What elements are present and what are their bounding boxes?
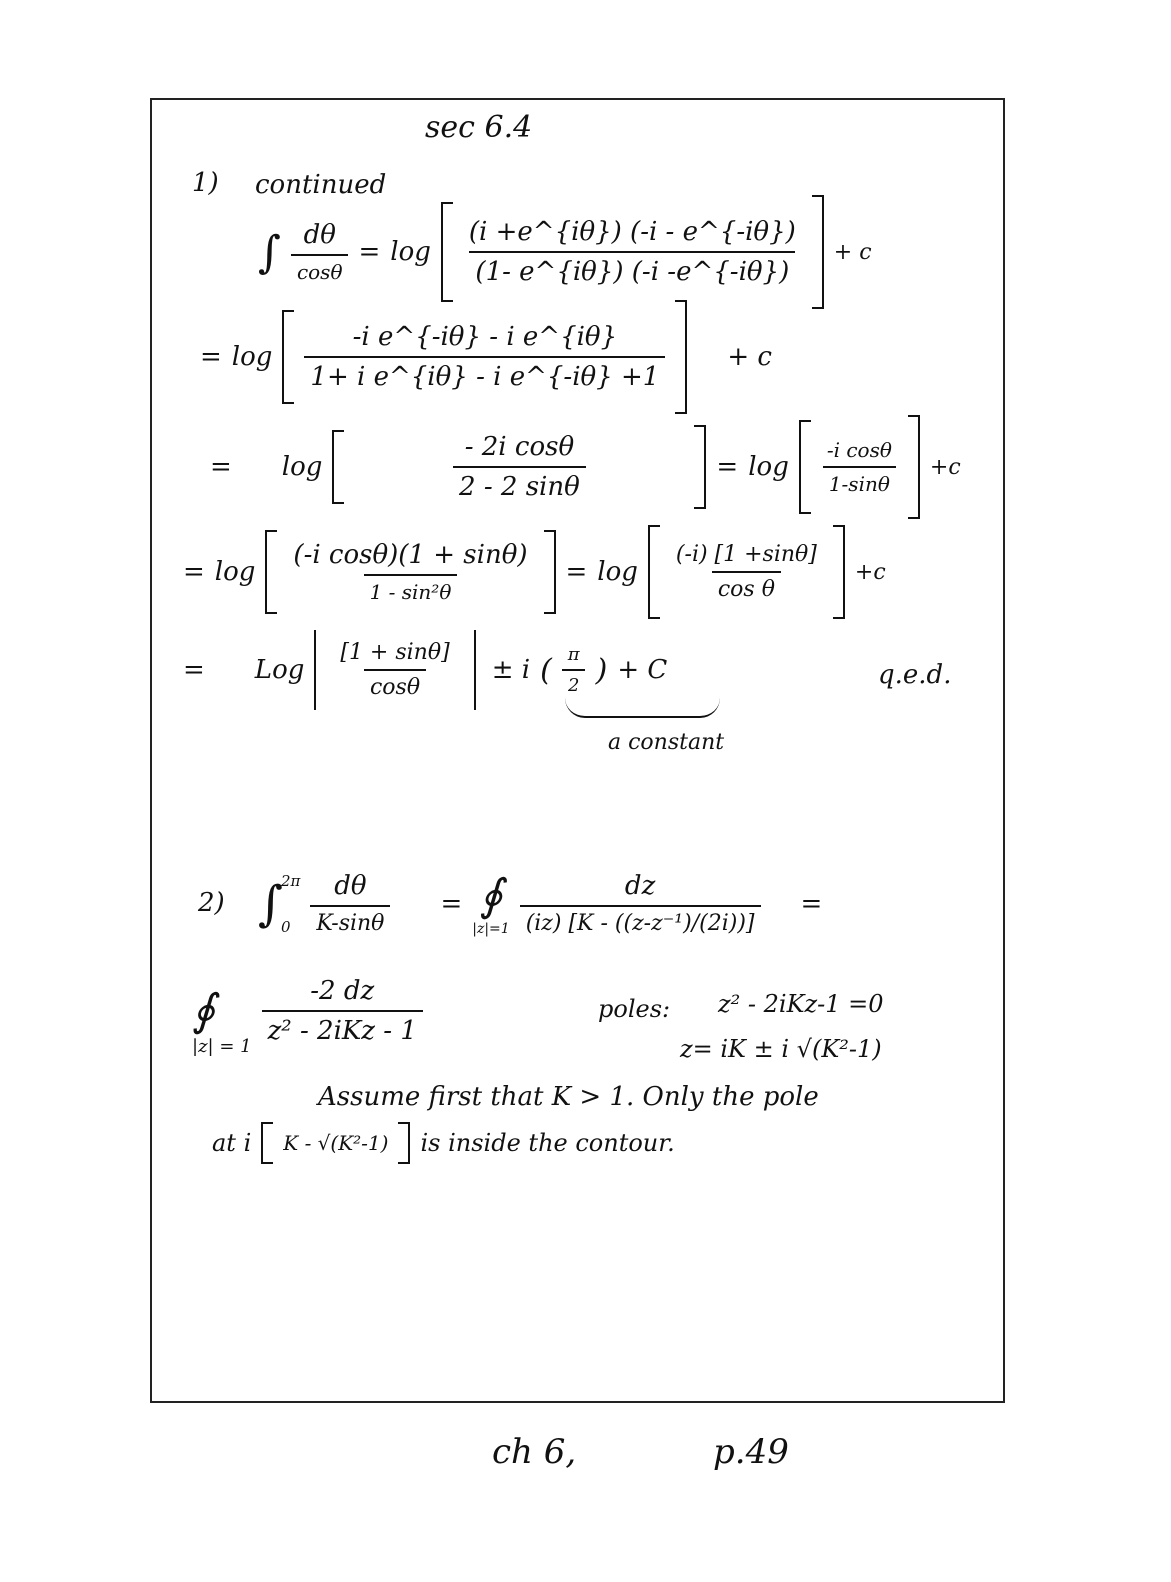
- p1-line1-rhs: $\frac{(i +e\^{}\{i\theta\}) (-i - e\^{}\{-i\theta\})}{(1- e\^{}\{i\theta\}) (-i -e\^{}\{-i\theta\})}$: [468, 217, 796, 287]
- p1-line5: = Log $\frac{[1 + \sin\theta]}{\cos\theta}$ ± i ( $\frac{\pi}{2}$ ) + C: [183, 630, 667, 710]
- left-bracket: [332, 430, 344, 504]
- p2-line2-frac: $\frac{-2 dz}{\text{z² - 2iKz - 1}}$: [262, 976, 423, 1046]
- footer-chapter: ch 6,: [492, 1432, 577, 1472]
- left-bracket: [648, 525, 660, 619]
- right-bracket: [908, 415, 920, 519]
- assume-text: Assume first that K > 1. Only the pole: [318, 1082, 819, 1112]
- left-bracket: [282, 310, 294, 404]
- right-bracket: [812, 195, 824, 309]
- right-bracket: [694, 425, 706, 509]
- section-title: sec 6.4: [425, 110, 533, 145]
- p2-line1: ∫ 2π 0 $\frac{d\theta}{K-\sin\theta}$ = ∮ |z|=1 $\frac{dz}{\text{(iz) [K - ((z-z⁻¹)/(2i))]}}$ =: [258, 870, 823, 937]
- p1-line2: = log $\frac{\text{-i e\textasciicircum{}\{-iθ\} - i e\textasciicircum{}\{iθ\}}}{\text{1+ i e\textasciicircum{}\{iθ\} - i e\textasciicircum{}\{-iθ\} +1}}$ + c: [200, 300, 772, 414]
- definite-integral: ∫ 2π 0: [258, 871, 301, 936]
- absolute-value: $\frac{[1 + \sin\theta]}{\cos\theta}$: [314, 630, 475, 710]
- inside-line: at i K - √(K²-1) is inside the contour.: [212, 1122, 675, 1164]
- p1-line1: ∫ $\frac{d\theta}{\cos\theta}$ = log $\frac{(i +e\^{}\{i\theta\}) (-i - e\^{}\{-i\theta\})}{(1- e\^{}\{i\theta\}) (-i -e\^{}\{-i\theta\})}$ + c: [258, 195, 872, 309]
- p1-line4: = log $\frac{\text{(-i cosθ)(1 + sinθ)}}{\text{1 - sin²θ}}$ = log $\frac{(-i) [1 +\sin\theta]}{\text{cos θ}}$ +c: [183, 525, 886, 619]
- roots-equation: z= iK ± i √(K²-1): [680, 1035, 882, 1063]
- right-bracket: [675, 300, 687, 414]
- p2-line1-lhs: $\frac{d\theta}{K-\sin\theta}$: [310, 871, 390, 936]
- right-bracket: [833, 525, 845, 619]
- p2-line1-rhs: $\frac{dz}{\text{(iz) [K - ((z-z⁻¹)/(2i))]}}$: [520, 871, 761, 936]
- p1-line3-frac2: $\frac{\text{-i cosθ}}{1-\sin\theta}$: [821, 438, 898, 496]
- poles-equation: z² - 2iKz-1 =0: [718, 990, 884, 1018]
- problem1-label: continued: [255, 170, 387, 200]
- p1-line3-frac: $\frac{\text{- 2i cosθ}}{2 - 2 \sin\theta}$: [354, 432, 684, 502]
- p1-line4-frac2: $\frac{(-i) [1 +\sin\theta]}{\text{cos θ}}$: [675, 542, 817, 602]
- left-bracket: [265, 530, 277, 614]
- problem1-number: 1): [192, 168, 219, 198]
- p1-line3: = log $\frac{\text{- 2i cosθ}}{2 - 2 \sin\theta}$ = log $\frac{\text{-i cosθ}}{1-\sin\theta}$ +c: [210, 415, 961, 519]
- contour-integral: ∮ |z|=1: [472, 870, 510, 937]
- problem2-number: 2): [198, 888, 225, 918]
- contour-integral: ∮ |z| = 1: [192, 985, 252, 1057]
- left-bracket: [441, 202, 453, 302]
- integral-sign: ∫: [258, 226, 281, 278]
- right-bracket: [544, 530, 556, 614]
- p1-line1-lhs: $\frac{d\theta}{\cos\theta}$: [291, 220, 349, 284]
- underbrace: [565, 698, 720, 718]
- p1-line4-frac: $\frac{\text{(-i cosθ)(1 + sinθ)}}{\text{1 - sin²θ}}$: [293, 540, 528, 604]
- brace-label: a constant: [608, 730, 725, 755]
- left-bracket: [261, 1122, 273, 1164]
- footer-page: p.49: [713, 1432, 789, 1472]
- right-bracket: [398, 1122, 410, 1164]
- poles-label: poles:: [598, 995, 671, 1023]
- qed: q.e.d.: [878, 660, 952, 690]
- p2-line2: [192, 976, 423, 1057]
- p1-line2-frac: $\frac{\text{-i e\textasciicircum{}\{-iθ\} - i e\textasciicircum{}\{iθ\}}}{\text{1+ i e\textasciicircum{}\{iθ\} - i e\textasciicircum{}\{-iθ\} +1}}$: [304, 322, 665, 392]
- left-bracket: [799, 420, 811, 514]
- pi-over-two: $\frac{\pi}{2}$: [562, 644, 586, 696]
